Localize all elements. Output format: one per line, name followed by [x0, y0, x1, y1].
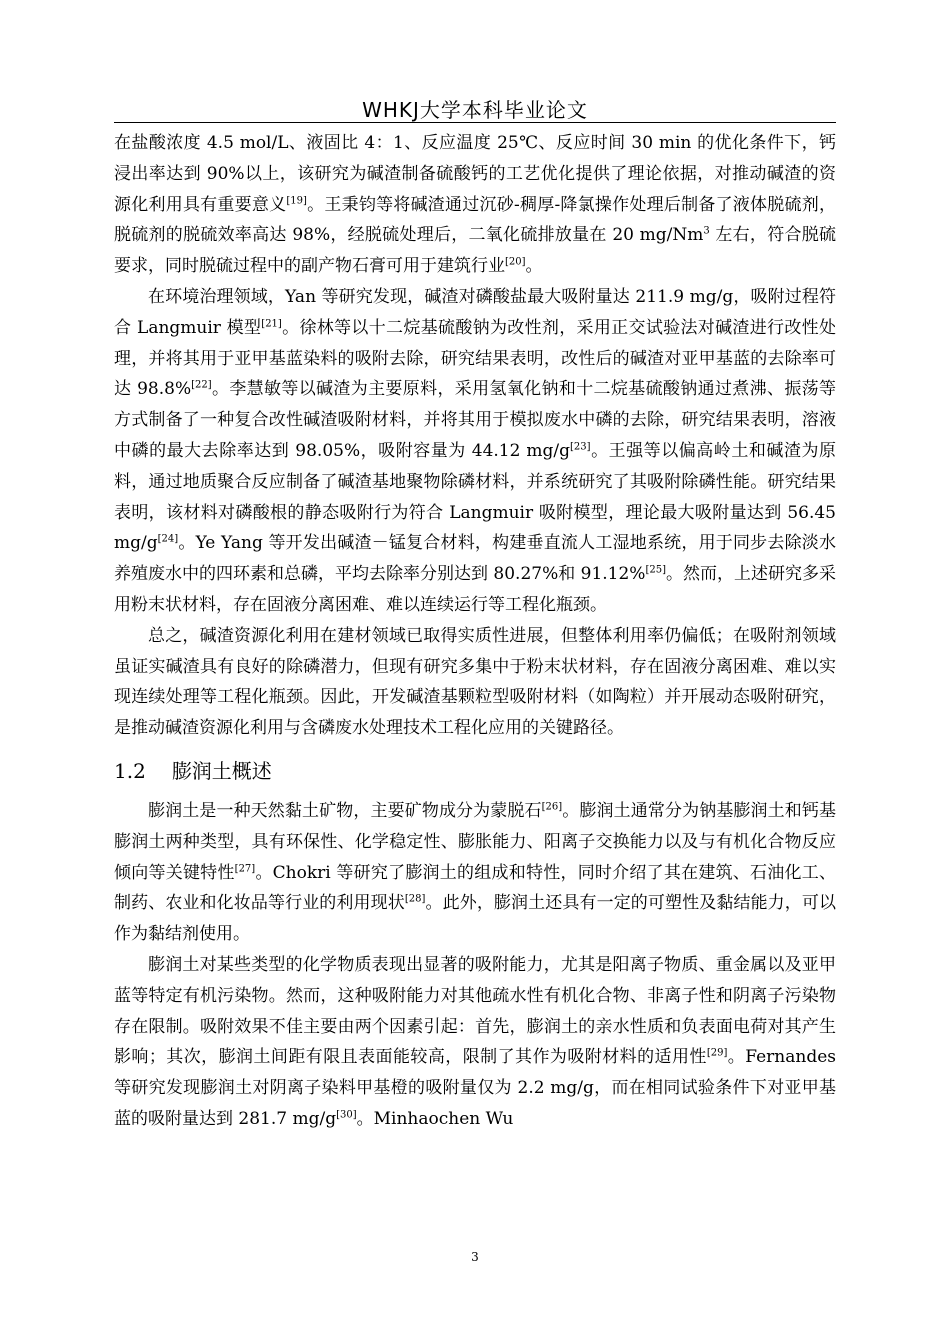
paragraph	[114, 950, 836, 1135]
paragraph-text: 。此外，膨润土还具有一定的可塑性及黏结能力，可以作为黏结剂使用。	[114, 893, 837, 945]
paragraph-text: 在盐酸浓度 4.5 mol/L、液固比 4：1、反应温度 25℃、反应时间 30 min 的优化条件下，钙浸出率达到 90%以上，该研究为碱渣制备硫酸钙的工艺优化提供了理论依据，对推动碱渣的资源化利用具有重要意义	[114, 133, 836, 215]
paragraph-text: 。	[525, 256, 543, 277]
paragraph-text: 在环境治理领域，Yan 等研究发现，碱渣对磷酸盐最大吸附量达 211.9 mg/g，吸附过程符合 Langmuir 模型	[114, 286, 836, 338]
citation-superscript: [22]	[191, 379, 212, 391]
paragraph-text: 。Fernandes 等研究发现膨润土对阴离子染料甲基橙的吸附量仅为 2.2 mg/g，而在相同试验条件下对亚甲基蓝的吸附量达到 281.7 mg/g	[114, 1047, 837, 1129]
citation-superscript: [26]	[541, 801, 563, 813]
citation-superscript: [24]	[157, 533, 179, 545]
paragraph-text: 。然而，上述研究多采用粉末状材料，存在固液分离困难、难以连续运行等工程化瓶颈。	[114, 564, 837, 615]
paragraph-text: 膨润土是一种天然黏土矿物，主要矿物成分为蒙脱石	[148, 800, 542, 821]
paragraph	[114, 282, 836, 621]
paragraph	[114, 128, 836, 282]
running-header: WHKJ大学本科毕业论文	[362, 98, 588, 122]
citation-superscript: [23]	[570, 441, 591, 453]
paragraph-text: 。王强等以偏高岭土和碱渣为原料，通过地质聚合反应制备了碱渣基地聚物除磷材料，并系统研究了其吸附除磷性能。研究结果表明，该材料对磷酸根的静态吸附行为符合 Langmuir 吸附模型，理论最大吸附量达到 56.45 mg/g	[114, 440, 837, 554]
paragraph-text: 。Minhaochen Wu	[356, 1108, 514, 1129]
section-title: 膨润土概述	[171, 758, 272, 783]
paragraph-text: 左右，符合脱硫要求，同时脱硫过程中的副产物石膏可用于建筑行业	[114, 225, 837, 277]
citation-superscript: [25]	[645, 564, 666, 576]
section-heading	[114, 756, 836, 786]
paragraph-text: 膨润土对某些类型的化学物质表现出显著的吸附能力，尤其是阳离子物质、重金属以及亚甲蓝等特定有机污染物。然而，这种吸附能力对其他疏水性有机化合物、非离子性和阴离子污染物存在限制。吸附效果不佳主要由两个因素引起：首先，膨润土的亲水性质和负表面电荷对其产生影响；其次，膨润土间距有限且表面能较高，限制了其作为吸附材料的适用性	[114, 954, 836, 1068]
paragraph-text: 。李慧敏等以碱渣为主要原料，采用氢氧化钠和十二烷基硫酸钠通过煮沸、振荡等方式制备了一种复合改性碱渣吸附材料，并将其用于模拟废水中磷的去除，研究结果表明，溶液中磷的最大去除率达到 98.05%，吸附容量为 44.12 mg/g	[114, 379, 836, 461]
paragraph-text: 。徐林等以十二烷基硫酸钠为改性剂，采用正交试验法对碱渣进行改性处理，并将其用于亚甲基蓝染料的吸附去除，研究结果表明，改性后的碱渣对亚甲基蓝的去除率可达 98.8%	[114, 317, 837, 400]
paragraph-text: 。膨润土通常分为钠基膨润土和钙基膨润土两种类型，具有环保性、化学稳定性、膨胀能力、阳离子交换能力以及与有机化合物反应倾向等关键特性	[114, 800, 837, 883]
paragraph-text: 。王秉钧等将碱渣通过沉砂-稠厚-降氯操作处理后制备了液体脱硫剂，脱硫剂的脱硫效率高达 98%，经脱硫处理后，二氧化硫排放量在 20 mg/Nm	[114, 194, 836, 246]
citation-superscript: 3	[703, 225, 710, 237]
citation-superscript: [29]	[706, 1047, 728, 1059]
citation-superscript: [27]	[234, 862, 256, 874]
paragraph	[114, 796, 836, 950]
paragraphs-before-section	[114, 128, 836, 744]
citation-superscript: [28]	[404, 893, 426, 905]
page-body	[114, 128, 836, 1135]
paragraph-text: 。Ye Yang 等开发出碱渣－锰复合材料，构建垂直流人工湿地系统，用于同步去除淡水养殖废水中的四环素和总磷，平均去除率分别达到 80.27%和 91.12%	[114, 533, 836, 585]
citation-superscript: [21]	[261, 318, 282, 330]
citation-superscript: [19]	[286, 194, 307, 206]
section-number: 1.2	[114, 758, 146, 783]
page-number: 3	[471, 1250, 479, 1264]
citation-superscript: [30]	[336, 1109, 357, 1121]
paragraph-text: 总之，碱渣资源化利用在建材领域已取得实质性进展，但整体利用率仍偏低；在吸附剂领域虽证实碱渣具有良好的除磷潜力，但现有研究多集中于粉末状材料，存在固液分离困难、难以实现连续处理等工程化瓶颈。因此，开发碱渣基颗粒型吸附材料（如陶粒）并开展动态吸附研究，是推动碱渣资源化利用与含磷废水处理技术工程化应用的关键路径。	[114, 625, 836, 739]
header-rule	[114, 122, 836, 123]
paragraph-text: 。Chokri 等研究了膨润土的组成和特性，同时介绍了其在建筑、石油化工、制药、农业和化妆品等行业的利用现状	[114, 862, 837, 914]
paragraph	[114, 621, 836, 744]
paragraphs-after-section	[114, 796, 836, 1135]
citation-superscript: [20]	[505, 256, 526, 268]
